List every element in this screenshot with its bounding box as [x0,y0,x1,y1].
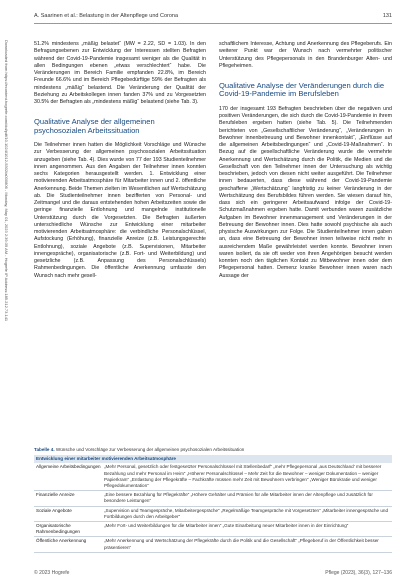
table-caption-label: Tabelle 4. [34,447,55,452]
table-cell-description: „Mehr Anerkennung und Wertschätzung der Pflegekräfte durch die Politik und die Gesellschaft“ „Pflegeberuf in der Öffentlichkeit besser präsentieren“ [104,538,379,550]
table-row [34,522,392,537]
paragraph: schaftlichem Interesse, Achtung und Anerkennung des Pflegeberufs. Ein weiterer Punkt war der Wunsch nach vermehrter politischer Unterstützung des Pflegepersonals in den Brandenburger Alten- und Pflegeheimen. [219,41,392,69]
table-cell-category: Allgemeine Arbeitsbedingungen [36,464,101,470]
paragraph: 170 der insgesamt 193 Befragten beschrieben über die negativen und positiven Veränderungen, die sich durch die Covid-19-Pandemie in ihrem Berufsleben ergeben hatten (siehe Tab. 5). Die Teilnehmenden berichteten von „Gesellschaftlicher Veränderung“, „Veränderungen in Bewohner innenbetreuung und Bewohner innenkontakt“, „Einflüsse auf die allgemeinen Arbeitsbedingungen“ und „Covid-19-Maßnahmen“. In Bezug auf die gesellschaftliche Veränderung wurde die vermehrte Anerkennung und Wertschätzung durch die Politik, die Medien und die Gesellschaft von den Teilnehmer innen der Untersuchung als wichtig beschrieben, jedoch von diesen nicht weiter ausgeführt. Die Teilnehmer innen bedauerten, dass diese während der Covid-19-Pandemie geschaffene „Wertschätzung“ langfristig zu keiner Veränderung in der Wertschätzung des Berufsbildes führen werden. Sie wiesen darauf hin, dass sich ein geringerer Arbeitsaufwand infolge der Covid-19-Schutzmaßnahmen ergeben hatte. Damit verbunden waren zusätzliche Aufgaben im Bewohner innenmanagement und Veränderungen in der Betreuung der Bewohner innen. Dies hatte sowohl psychische als auch physische Auswirkungen zur Folge. Die Studienteilnehmer innen gaben an, dass eine Betreuung der Bewohner innen teilweise nicht mehr in ausreichendem Maße gewährleistet werden konnte. Bewohner innen waren isoliert, da sie oft weder von ihren Angehörigen besucht werden konnten noch den täglichen Kontakt zu Mitbewohner innen oder dem Pflegepersonal hatten. Demenz kranke Bewohner innen waren nach Aussage der [219,105,392,279]
table-header: Entwicklung einer mitarbeiter motivierenden Arbeitsatmosphäre [34,455,392,463]
running-header [34,13,392,23]
table-cell-description: „Mehr Personal, gesetzlich oder festgesetzter Personalschlüssel mit Stellenbedarf“ „mehr Pflegepersonal ‚aus Deutschland‘ mit besserer Bezahlung und mehr Personal im Heim“ „Höherer Personalschlüssel – Mehr Zeit für die Bewohner – weniger Dokumentation – weniger Papierkram“ „Entlastung der Pflegekräfte – Fachkräfte müssen mehr Zeit mit Bewohnern verbringen“ „Weniger Bürokratie und weniger Pflegedokumentation“ [104,464,382,489]
table-cell-category: Soziale Angebote [36,507,72,513]
page-number: 131 [382,13,392,19]
paragraph: 51.2% mindestens „mäßig belastet“ (MW = 2.22, SD = 1.03). In den Befragungsebenen zur Entwicklung der Interessen stellten Befragten während der Covid-19-Pandemie insgesamt weniger als die Qualität in allen Bedingungen ebenen „etwas verschlechtert“ habe. Die Veränderungen im Bereich Familie empfanden 22.8%, im Bereich Freunde 66.6% und im Bereich Pflegebedürftige 59% der Befragten als mindestens „mäßig“ belastend. Die Veränderung der Qualität der Beziehung zu Arbeitskollegen innen fanden 37% und zu Vorgesetzten 30.5% der Befragten als „mindestens mäßig“ belastend (siehe Tab. 3). [34,41,206,105]
download-notice-text: Downloaded from https://econtent.hogrefe.com/doi/pdf/10.1024/1012-5302/a000806 - Monday, May 01, 2023 2:39:39 AM - Hogrefe IP Address:185.212.73.141 [4,40,9,322]
section-heading: Qualitative Analyse der Veränderungen durch die Covid-19-Pandemie im Berufsleben [219,81,385,99]
table-cell-category: Öffentliche Anerkennung [36,538,87,544]
table-row [34,491,392,506]
section-heading: Qualitative Analyse der allgemeinen psychosozialen Arbeitssituation [34,117,155,135]
copyright: © 2023 Hogrefe [34,570,70,576]
paragraph: Die Teilnehmer innen hatten die Möglichkeit Vorschläge und Wünsche zur Verbesserung der allgemeinen psychosozialen Arbeitssituation anzugeben (siehe Tab. 4). Dies wurde von 77 der 193 Studienteilnehmer innen angenommen. Aus den Angaben der Teilnehmer innen konnten sechs Kategorien herausgestellt werden. 1. Entwicklung einer motivierenden Arbeitsatmosphäre für Mitarbeiter innen und 2. öffentliche Anerkennung. Beide Themen zielten im Wesentlichen auf Wertschätzung ab. Die Studienteilnehmer innen bezifferten von Personal- und Zeitmangel und die daraus entstehenden hohen Arbeitszeiten sowie die geringe finanzielle Entlohnung und mangelnde institutionelle Unterstützung durch die Vorgesetzten. Die Befragten äußerten unterschiedliche Wünsche zur Entwicklung einer mitarbeiter motivierenden Arbeitsatmosphäre: die verbindliche Personalschlüssel, Aufstockung (Erhöhung), finanzielle Anreize (z.B. Leistungsgerechte Entlohnung), soziale Angebote (z.B. Supervisionen, Mitarbeiter innengespräche), organisatorische (z.B. Fort- und Weiterbildung) und gesetzliche (z.B. Anpassung des Personalschlüssels) Rahmenbedingungen. Die öffentliche Anerkennung umfasste den Wunsch nach mehr gesell- [34,142,206,279]
table-caption-text: Wünsche und Vorschläge zur Verbesserung der allgemeinen psychosozialen Arbeitssituation [55,447,245,452]
header-rule [34,23,392,24]
download-notice [2,40,10,560]
running-title: A. Saarinen et al.: Belastung in der Altenpflege und Corona [34,13,179,19]
left-column [34,41,206,280]
table-row [34,463,392,491]
table-cell-description: „Eine bessere Bezahlung für Pflegekräfte“ „Höhere Gehälter und Prämien für alle Mitarbeiter innen der Altenpflege und zusätzlich für besondere Leistungen“ [104,492,373,504]
table-caption [34,447,392,453]
page-footer [34,570,392,578]
right-column [219,41,392,280]
table-cell-category: Organisatorische Rahmenbedingungen [36,523,80,535]
table-cell-description: „Mehr Fort- und Weiterbildungen für die Mitarbeiter innen“ „Gute Einarbeitung neuer Mitarbeiter innen in der Einrichtung“ [104,523,349,529]
table-cell-description: „Supervision und Teamgespräche, Mitarbeitergespräche“ „Regelmäßige Teamgespräche mit Vorgesetzten“ „Mitarbeiter innengespräche und Fortbildungen durch den Arbeitgeber“ [104,507,389,519]
table-4 [34,447,392,553]
table-cell-category: Finanzielle Anreize [36,492,75,498]
table-row [34,537,392,552]
table-row [34,507,392,522]
citation: Pflege (2023), 36(3), 127–136 [325,570,392,576]
